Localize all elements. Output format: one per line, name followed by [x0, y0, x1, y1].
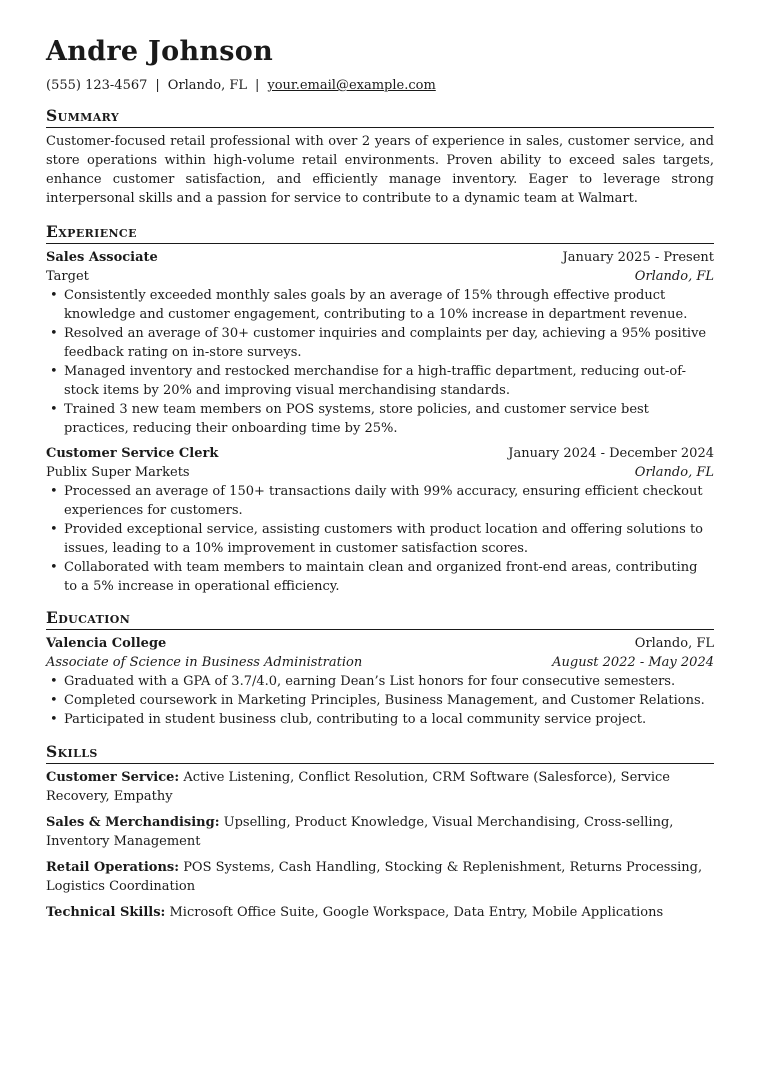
- degree: Associate of Science in Business Administration: [46, 655, 363, 670]
- education-bullets: [46, 672, 714, 729]
- location: Orlando, FL: [167, 78, 247, 93]
- section-title-skills: Skills: [46, 742, 714, 764]
- experience-section: [46, 222, 714, 596]
- summary-section: [46, 106, 714, 208]
- skill-value: Upselling, Product Knowledge, Visual Merchandising, Cross-selling, Inventory Management: [46, 815, 674, 849]
- education-section: [46, 608, 714, 729]
- section-title-experience: Experience: [46, 222, 714, 244]
- school-location: Orlando, FL: [634, 636, 714, 651]
- skill-value: Microsoft Office Suite, Google Workspace, Data Entry, Mobile Applications: [169, 905, 664, 920]
- list-item: • Trained 3 new team members on POS systems, store policies, and customer service best practices, reducing their onboarding time by 25%.: [46, 400, 714, 438]
- job-dates: January 2024 - December 2024: [508, 446, 714, 461]
- section-title-summary: Summary: [46, 106, 714, 128]
- job-entry: [46, 444, 714, 596]
- skill-label: Retail Operations:: [46, 860, 180, 875]
- job-bullets: [46, 286, 714, 438]
- list-item: • Resolved an average of 30+ customer inquiries and complaints per day, achieving a 95% positive feedback rating on in-store surveys.: [46, 324, 714, 362]
- skill-label: Customer Service:: [46, 770, 180, 785]
- job-role: Customer Service Clerk: [46, 446, 219, 461]
- skill-value: POS Systems, Cash Handling, Stocking & Replenishment, Returns Processing, Logistics Coordination: [46, 860, 703, 894]
- list-item: • Collaborated with team members to maintain clean and organized front-end areas, contributing to a 5% increase in operational efficiency.: [46, 558, 714, 596]
- job-header: [46, 248, 714, 267]
- section-title-education: Education: [46, 608, 714, 630]
- skill-line: [46, 813, 714, 851]
- contact-line: [46, 78, 436, 93]
- list-item: • Consistently exceeded monthly sales goals by an average of 15% through effective product knowledge and customer engagement, contributing to a 10% increase in department revenue.: [46, 286, 714, 324]
- job-location: Orlando, FL: [634, 269, 714, 284]
- summary-text: Customer-focused retail professional with over 2 years of experience in sales, customer service, and store operations within high-volume retail environments. Proven ability to exceed sales targets, enhance customer satisfaction, and efficiently manage inventory. Eager to leverage strong interpersonal skills and a passion for service to contribute to a dynamic team at Walmart.: [46, 134, 714, 206]
- skill-line: [46, 903, 714, 922]
- education-subheader: [46, 653, 714, 672]
- phone-number: (555) 123-4567: [46, 78, 148, 93]
- skill-label: Sales & Merchandising:: [46, 815, 220, 830]
- skill-line: [46, 768, 714, 806]
- contact-separator: |: [155, 78, 160, 93]
- email-link[interactable]: your.email@example.com: [267, 78, 436, 93]
- skills-section: [46, 742, 714, 929]
- job-company: Publix Super Markets: [46, 465, 190, 480]
- list-item: • Processed an average of 150+ transactions daily with 99% accuracy, ensuring efficient checkout experiences for customers.: [46, 482, 714, 520]
- education-header: [46, 634, 714, 653]
- skill-label: Technical Skills:: [46, 905, 166, 920]
- job-company: Target: [46, 269, 89, 284]
- job-entry: [46, 248, 714, 438]
- job-location: Orlando, FL: [634, 465, 714, 480]
- job-subheader: [46, 463, 714, 482]
- candidate-name: Andre Johnson: [46, 36, 274, 67]
- job-role: Sales Associate: [46, 250, 158, 265]
- skill-line: [46, 858, 714, 896]
- list-item: • Participated in student business club, contributing to a local community service project.: [46, 710, 714, 729]
- list-item: • Graduated with a GPA of 3.7/4.0, earning Dean’s List honors for four consecutive semesters.: [46, 672, 714, 691]
- list-item: • Provided exceptional service, assisting customers with product location and offering solutions to issues, leading to a 10% improvement in customer satisfaction scores.: [46, 520, 714, 558]
- school-name: Valencia College: [46, 636, 167, 651]
- contact-separator: |: [255, 78, 260, 93]
- list-item: • Completed coursework in Marketing Principles, Business Management, and Customer Relations.: [46, 691, 714, 710]
- job-dates: January 2025 - Present: [562, 250, 714, 265]
- skill-value: Active Listening, Conflict Resolution, CRM Software (Salesforce), Service Recovery, Empathy: [46, 770, 670, 804]
- education-dates: August 2022 - May 2024: [552, 655, 714, 670]
- job-header: [46, 444, 714, 463]
- list-item: • Managed inventory and restocked merchandise for a high-traffic department, reducing out-of-stock items by 20% and improving visual merchandising standards.: [46, 362, 714, 400]
- job-bullets: [46, 482, 714, 596]
- job-subheader: [46, 267, 714, 286]
